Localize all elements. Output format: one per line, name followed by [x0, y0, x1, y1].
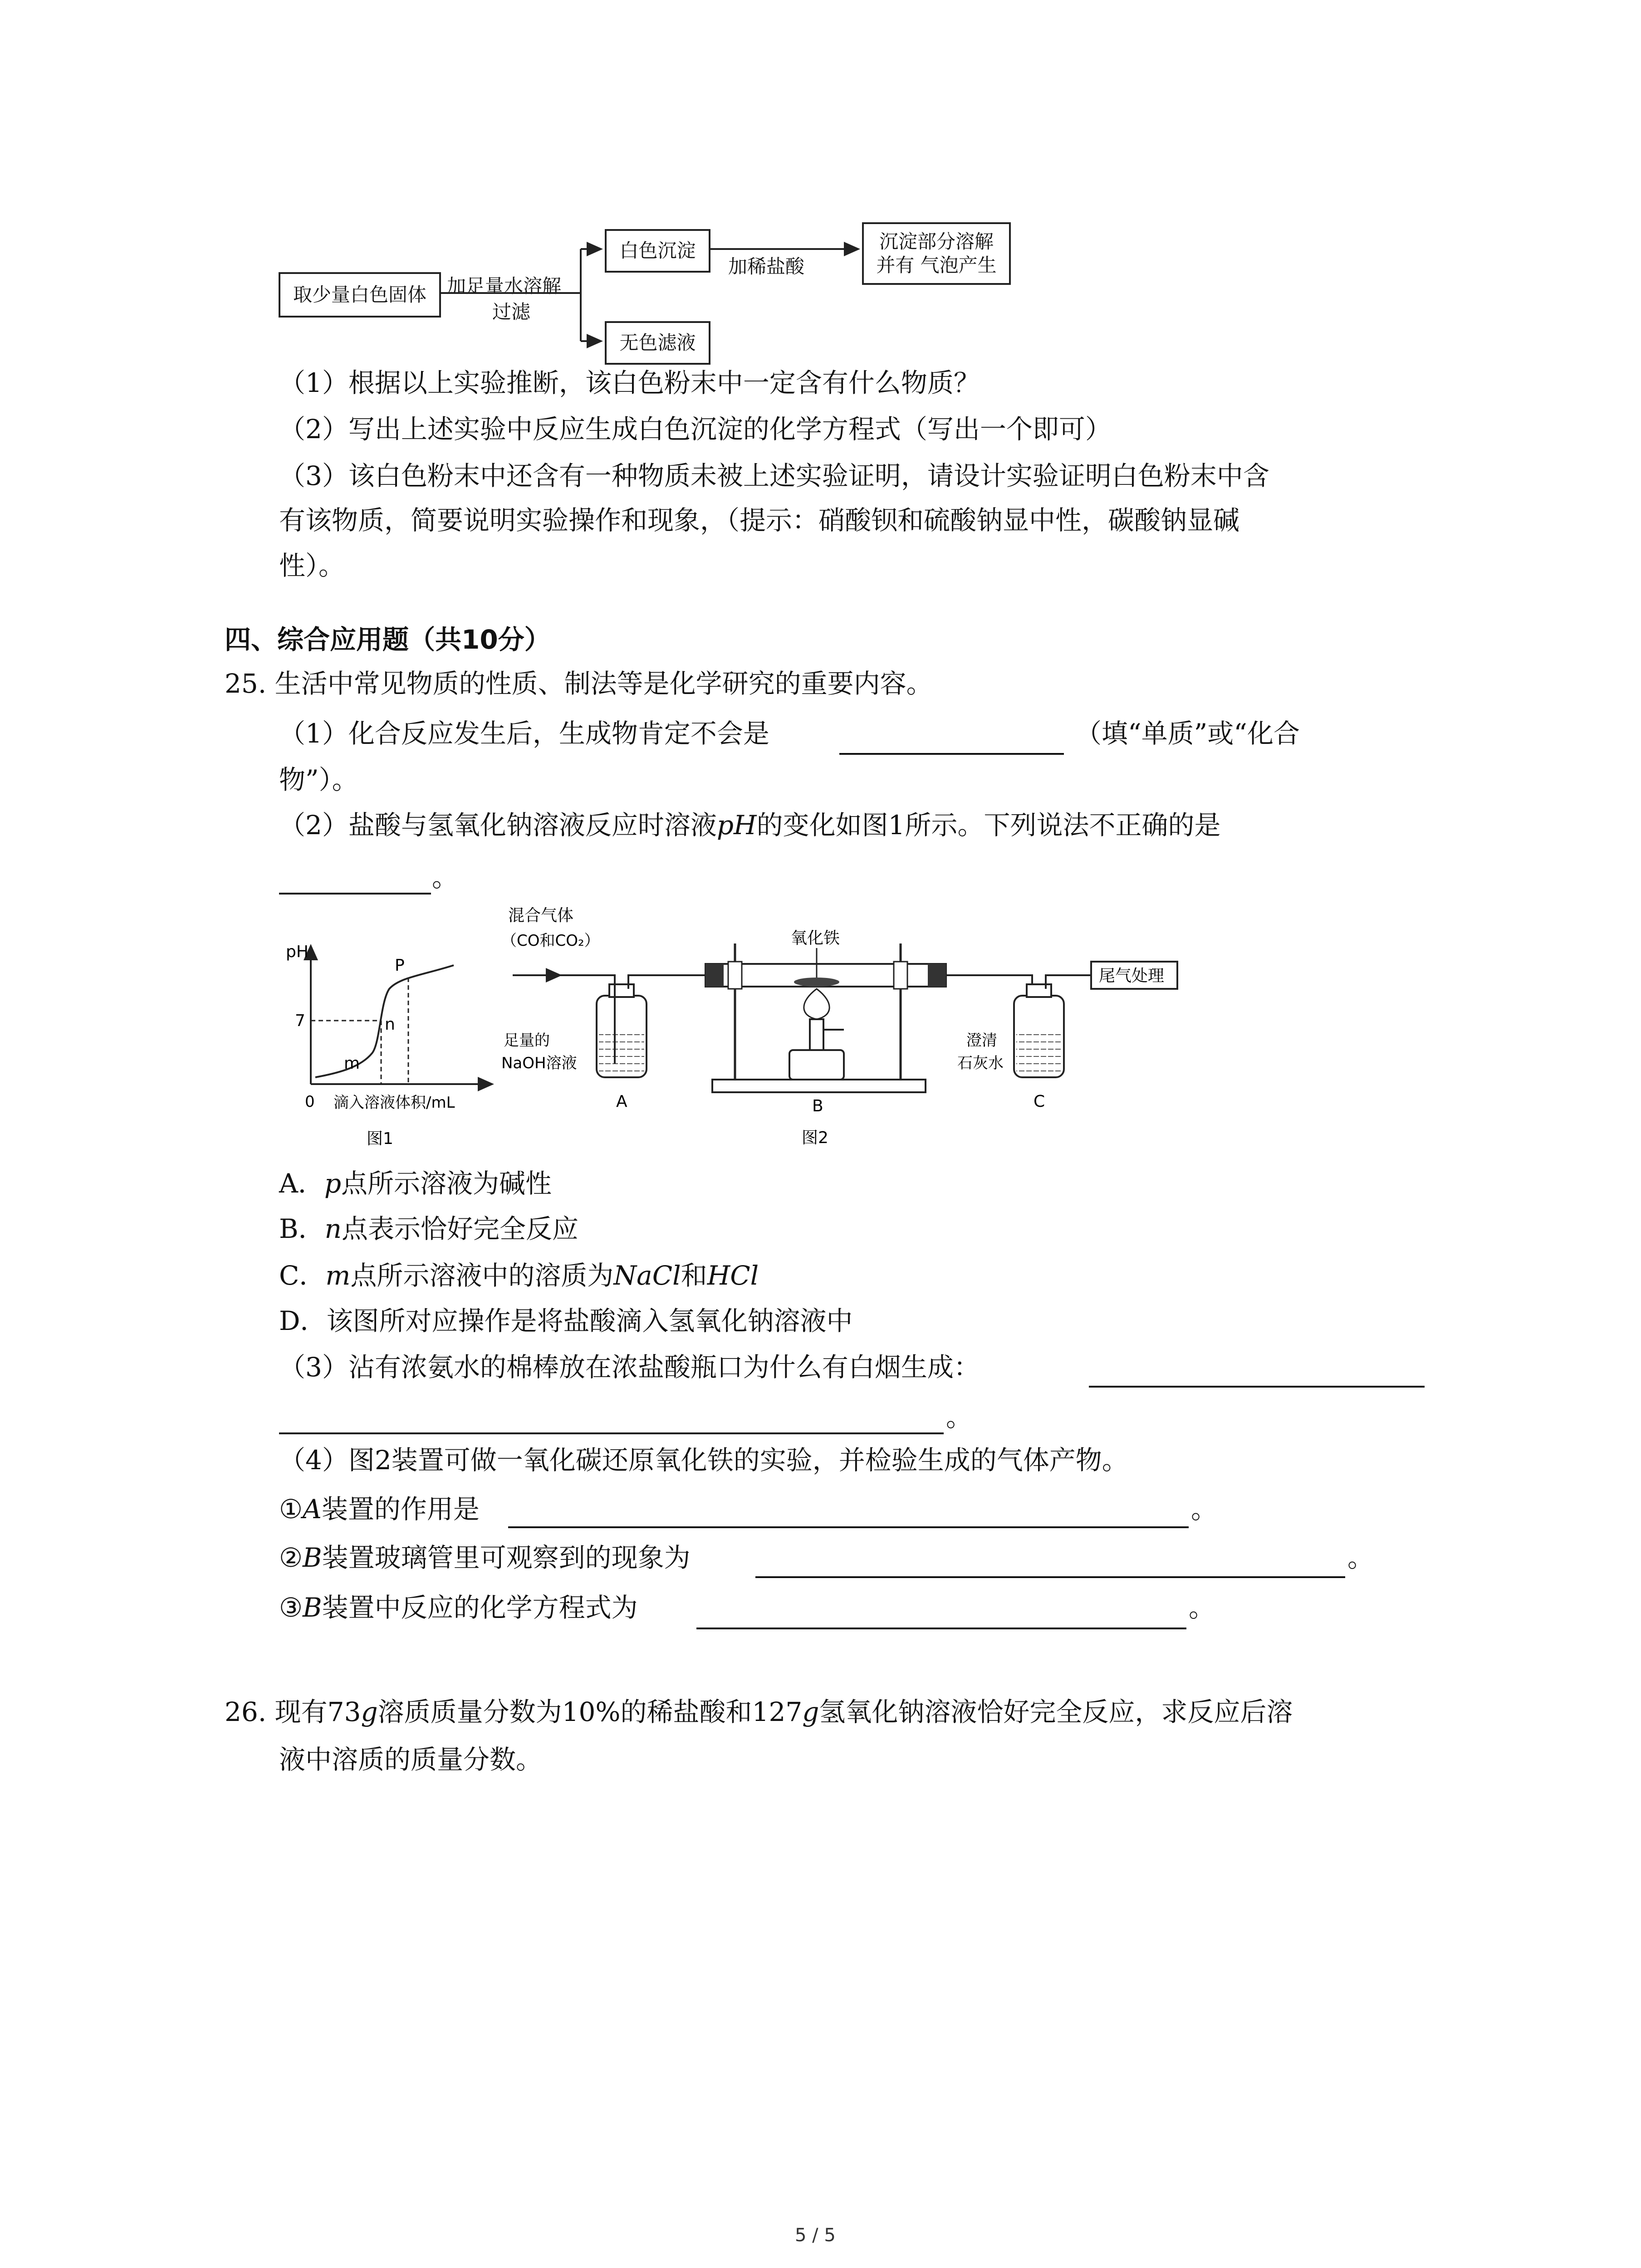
flow-step1-top: 加足量水溶解 [447, 275, 562, 297]
option-c-formula-2: HCl [707, 1260, 759, 1291]
q25-part1-a: （1）化合反应发生后，生成物肯定不会是 [279, 718, 769, 749]
q26-line1-a: 26. 现有73 [225, 1696, 361, 1727]
fig2-stand-base [712, 1080, 926, 1092]
option-c [279, 1262, 759, 1289]
q24-part3-line1: （3）该白色粉末中还含有一种物质未被上述实验证明，请设计实验证明白色粉末中含 [279, 460, 1269, 491]
section-heading: 四、综合应用题（共10分） [225, 624, 551, 655]
fig2-stopper-right [928, 964, 946, 987]
fig2-burner [810, 1019, 823, 1051]
q26-line1-unit-2: g [802, 1696, 819, 1727]
option-c-var: m [325, 1260, 351, 1291]
q25-sub3-var: B [303, 1592, 322, 1623]
q25-sub3-text: 装置中反应的化学方程式为 [322, 1592, 638, 1623]
q24-part3-line3: 性）。 [279, 550, 345, 581]
flow-filtrate-text: 无色滤液 [619, 331, 696, 354]
q25-sub2-num: ② [279, 1542, 303, 1573]
option-c-and: 和 [681, 1260, 707, 1291]
q25-sub2-end: 。 [1347, 1542, 1374, 1573]
q25-sub3-end: 。 [1189, 1592, 1215, 1623]
option-d: D．该图所对应操作是将盐酸滴入氢氧化钠溶液中 [279, 1305, 853, 1336]
flow-arrows [0, 0, 1641, 408]
fig2-bottle-c-liquid [1016, 1034, 1062, 1075]
q25-sub1-end: 。 [1191, 1494, 1218, 1525]
q25-sub2-blank[interactable] [755, 1576, 1345, 1578]
fig2-lime-1: 澄清 [966, 1031, 997, 1050]
option-a [279, 1170, 552, 1197]
q25-sub3-blank[interactable] [696, 1628, 1186, 1629]
figure-2-apparatus [499, 900, 1180, 1154]
q25-part2-blank[interactable] [279, 893, 431, 894]
fig2-naoh-2: NaOH溶液 [501, 1054, 577, 1072]
option-c-text: 点所示溶液中的溶质为 [350, 1260, 614, 1291]
option-c-formula-1: NaCl [613, 1260, 681, 1291]
q25-part3: （3）沾有浓氨水的棉棒放在浓盐酸瓶口为什么有白烟生成： [279, 1352, 980, 1383]
flow-result-line1: 沉淀部分溶解 [879, 230, 994, 253]
q25-part3-blank-1[interactable] [1089, 1386, 1425, 1388]
q25-part2-a: （2）盐酸与氢氧化钠溶液反应时溶液 [279, 810, 717, 841]
fig2-stopper-left [705, 964, 724, 987]
option-b-label: B． [279, 1213, 325, 1244]
q26-line2: 液中溶质的质量分数。 [279, 1744, 543, 1775]
fig1-point-n: n [385, 1015, 395, 1034]
flow-precipitate-text: 白色沉淀 [619, 239, 696, 262]
fig1-x-label: 滴入溶液体积/mL [333, 1094, 455, 1112]
fig2-clamp-right [894, 962, 907, 989]
q25-part3-end: 。 [946, 1402, 973, 1432]
q24-part1: （1）根据以上实验推断，该白色粉末中一定含有什么物质？ [279, 367, 980, 398]
q24-part2: （2）写出上述实验中反应生成白色沉淀的化学方程式（写出一个即可） [279, 414, 1112, 445]
q25-sub3 [279, 1594, 638, 1621]
q25-sub1 [279, 1494, 480, 1525]
fig2-tail-gas-label: 尾气处理 [1099, 967, 1165, 985]
fig2-bottle-a-neck [609, 984, 634, 997]
q25-sub2-text: 装置玻璃管里可观察到的现象为 [322, 1542, 691, 1573]
figure-1-ph-curve [272, 934, 508, 1152]
fig2-bottle-a-liquid [599, 1034, 644, 1075]
q26-line1 [225, 1696, 1293, 1727]
fig1-point-p: P [395, 956, 405, 975]
fig2-outlet-tube-a [628, 975, 708, 989]
fig2-clamp-left [728, 962, 742, 989]
q25-sub1-var: A [303, 1494, 322, 1525]
fig1-y-tick: 7 [295, 1012, 305, 1030]
q25-sub3-num: ③ [279, 1592, 303, 1623]
fig2-flame [804, 989, 829, 1019]
fig2-label-a: A [616, 1092, 627, 1111]
q26-line1-unit: g [361, 1696, 378, 1727]
q25-sub2-var: B [303, 1542, 322, 1573]
q25-part3-blank-2[interactable] [279, 1432, 944, 1434]
fig1-y-label: pH [286, 943, 309, 961]
q25-part4: （4）图2装置可做一氧化碳还原氧化铁的实验，并检验生成的气体产物。 [279, 1445, 1128, 1476]
q25-part1-b: （填“单质”或“化合 [1075, 718, 1300, 749]
q25-sub1-blank[interactable] [508, 1526, 1189, 1528]
option-b-text: 点表示恰好完全反应 [341, 1213, 578, 1244]
option-c-label: C． [279, 1260, 326, 1291]
fig1-origin: 0 [305, 1093, 315, 1111]
fig1-caption: 图1 [367, 1129, 393, 1148]
option-b-var: n [324, 1213, 342, 1244]
q25-part1-c: 物”）。 [279, 764, 358, 795]
fig2-label-b: B [812, 1097, 823, 1115]
fig2-iron-oxide-label: 氧化铁 [791, 929, 840, 948]
fig2-bottle-c-neck [1027, 984, 1051, 997]
fig2-lime-2: 石灰水 [957, 1054, 1004, 1072]
option-a-label: A． [279, 1168, 324, 1199]
q25-part2-b: 的变化如图1所示。下列说法不正确的是 [756, 810, 1221, 841]
q25-part2 [279, 810, 1221, 841]
option-a-text: 点所示溶液为碱性 [341, 1168, 552, 1199]
q25-sub2 [279, 1542, 691, 1573]
q25-stem: 25. 生活中常见物质的性质、制法等是化学研究的重要内容。 [225, 668, 933, 699]
q25-part2-end: 。 [432, 862, 459, 893]
fig1-point-m: m [344, 1054, 360, 1073]
q25-part2-ph: pH [716, 810, 757, 841]
fig2-burner-base [789, 1050, 844, 1080]
flow-result-line2: 并有 气泡产生 [876, 254, 997, 276]
q25-sub1-num: ① [279, 1494, 303, 1525]
option-a-var: p [324, 1168, 342, 1199]
flow-start-text: 取少量白色固体 [293, 283, 426, 306]
fig2-exhaust-tube [1046, 975, 1091, 989]
fig2-gas-label: 混合气体 [508, 906, 574, 925]
fig2-naoh-1: 足量的 [504, 1031, 550, 1050]
fig2-iron-oxide-powder [794, 978, 839, 987]
page-number: 5 / 5 [795, 2225, 836, 2246]
option-b [279, 1213, 578, 1244]
fig2-label-c: C [1034, 1092, 1045, 1111]
q25-sub1-text: 装置的作用是 [321, 1494, 480, 1525]
q26-line1-b: 溶质质量分数为10%的稀盐酸和127 [377, 1696, 803, 1727]
q25-part1-blank[interactable] [839, 753, 1064, 755]
flow-step2: 加稀盐酸 [728, 255, 805, 278]
flow-step1-bottom: 过滤 [492, 301, 531, 323]
q24-part3-line2: 有该物质，简要说明实验操作和现象，（提示：硝酸钡和硫酸钠显中性，碳酸钠显碱 [279, 505, 1240, 536]
q26-line1-c: 氢氧化钠溶液恰好完全反应，求反应后溶 [819, 1696, 1293, 1727]
fig2-caption: 图2 [802, 1129, 828, 1147]
fig2-gas-formula: （CO和CO₂） [501, 932, 600, 950]
